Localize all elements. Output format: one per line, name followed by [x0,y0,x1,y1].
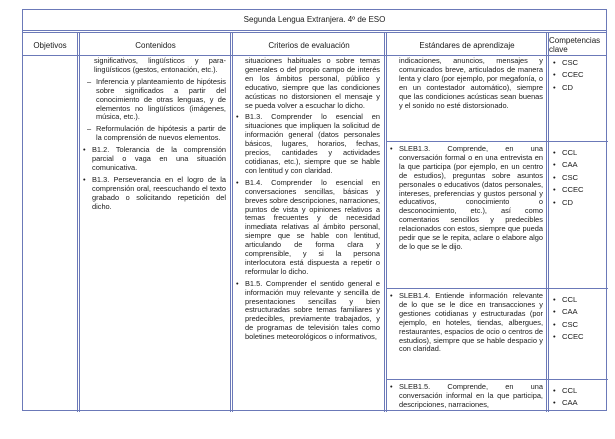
criterios-item: • B1.3. Comprender lo esencial en situaciones que impliquen la solicitud de información general (datos personales básicos, lugares, horarios, fechas, precios, cantidades y actividades cotidianas, etc.), siempre que se hable con lentitud y con claridad. [236,112,380,175]
row-divider [387,141,608,142]
estandares-item: • SLEB1.4. Entiende información relevante de lo que se le dice en transacciones y gestiones cotidianas y estructuradas (por ejemplo, en hoteles, tiendas, albergues, restaurantes, espacios de ocio o centros de estudios), siempre que se hable despacio y con claridad. [390,291,543,354]
criterios-item: • B1.4. Comprender lo esencial en conversaciones sencillas, básicas y breves sobre descripciones, narraciones, puntos de vista y opiniones relativos a temas frecuentes y de necesidad inmediata relativas al ámbito personal, siempre que se hable con lentitud, articulando de forma clara y comprensible, y si la persona interlocutora está dispuesta a repetir o reformular lo dicho. [236,177,380,276]
competencia-badge: • CCL [553,148,578,157]
criterios-item: • B1.5. Comprender el sentido general e información muy relevante y sencilla de presentaciones sencillas y bien estructuradas sobre temas familiares y predecibles, previamente trabajados, y de programas de televisión tales como boletines meteorológicos o informativos, [236,278,380,342]
competencia-badge: • CCEC [553,332,584,342]
competencia-badge: • CSC [553,58,579,67]
contenidos-item: • B1.3. Perseverancia en el logro de la comprensión oral, reescuchando el texto grabado o solicitando repetición del dicho. [83,174,226,211]
competencias-cell-4 [553,385,578,410]
competencia-badge: • CSC [553,172,579,182]
competencia-badge: • CD [553,82,573,92]
competencia-badge: • CCEC [553,185,584,195]
competencias-cell-1 [553,57,584,94]
contenidos-cell [83,57,226,214]
competencia-badge: • CAA [553,398,578,408]
col-divider [548,33,549,412]
contenidos-item: • B1.2. Tolerancia de la comprensión parcial o vaga en una situación comunicativa. [83,145,226,172]
competencia-badge: • CD [553,197,573,207]
competencia-badge: • CCEC [553,70,584,80]
contenidos-item: – Reformulación de hipótesis a partir de la comprensión de nuevos elementos. [87,124,226,143]
title-divider-double [23,32,606,33]
col-divider [79,33,80,412]
competencia-badge: • CSC [553,319,579,329]
header-objetivos: Objetivos [33,40,67,50]
col-divider [546,33,547,412]
header-estandares: Estándares de aprendizaje [419,40,515,50]
competencia-badge: • CCL [553,386,578,395]
estandares-item: • SLEB1.5. Comprende, en una conversación informal en la que participa, descripciones, narraciones, [390,382,543,409]
table-title: Segunda Lengua Extranjera. 4º de ESO [23,10,606,28]
contenidos-item: – Inferencia y planteamiento de hipótesis sobre significados a partir del conocimiento de otras lenguas, y de elementos no lingüísticos (imágenes, música, etc.). [87,76,226,122]
row-divider [387,379,608,380]
criterios-cell [236,57,380,344]
col-divider [384,33,385,412]
header-competencias: Competencias clave [549,36,601,54]
col-divider [386,33,387,412]
header-contenidos: Contenidos [135,40,176,50]
estandares-cell-1 [390,57,543,112]
col-divider [232,33,233,412]
estandares-cell-4 [390,383,543,412]
estandares-cell-3 [390,292,543,356]
criterios-item: situaciones habituales o sobre temas generales o del propio campo de interés en los ámbitos personal, público y educativo, siempre que las condiciones acústicas no distorsionen el mensaje y se pueda volver a escuchar lo dicho. [245,56,380,110]
header-criterios: Criterios de evaluación [268,40,350,50]
contenidos-item: significativos, lingüísticos y para-lingüísticos (gestos, entonación, etc.). [94,56,226,74]
row-divider [387,288,608,289]
estandares-item: • SLEB1.3. Comprende, en una conversación formal o en una entrevista en la que participa (por ejemplo, en un centro de estudios), preguntas sobre asuntos personales o educativos (datos personales, intereses, preferencias y gustos personal y educativos, conocimiento o desconocimiento, etc.), así como comentarios sencillos y predecibles relacionados con estos, siempre que pueda pedir que se le repita, aclare o elabore algo de lo que se le dijo. [390,144,543,251]
competencia-badge: • CAA [553,307,578,317]
estandares-item: indicaciones, anuncios, mensajes y comunicados breve, articulados de manera lenta y claro (por ejemplo, por megafonía, o en un contestador automático), siempre que las condiciones acústicas sean buenas y el sonido no esté distorsionado. [399,56,543,110]
curriculum-table [22,9,607,411]
estandares-cell-2 [390,145,543,254]
competencias-cell-3 [553,294,584,344]
competencias-cell-2 [553,147,584,209]
title-divider [23,30,606,31]
col-divider [230,33,231,412]
col-divider [77,33,78,412]
competencia-badge: • CCL [553,295,578,304]
competencia-badge: • CAA [553,160,578,170]
